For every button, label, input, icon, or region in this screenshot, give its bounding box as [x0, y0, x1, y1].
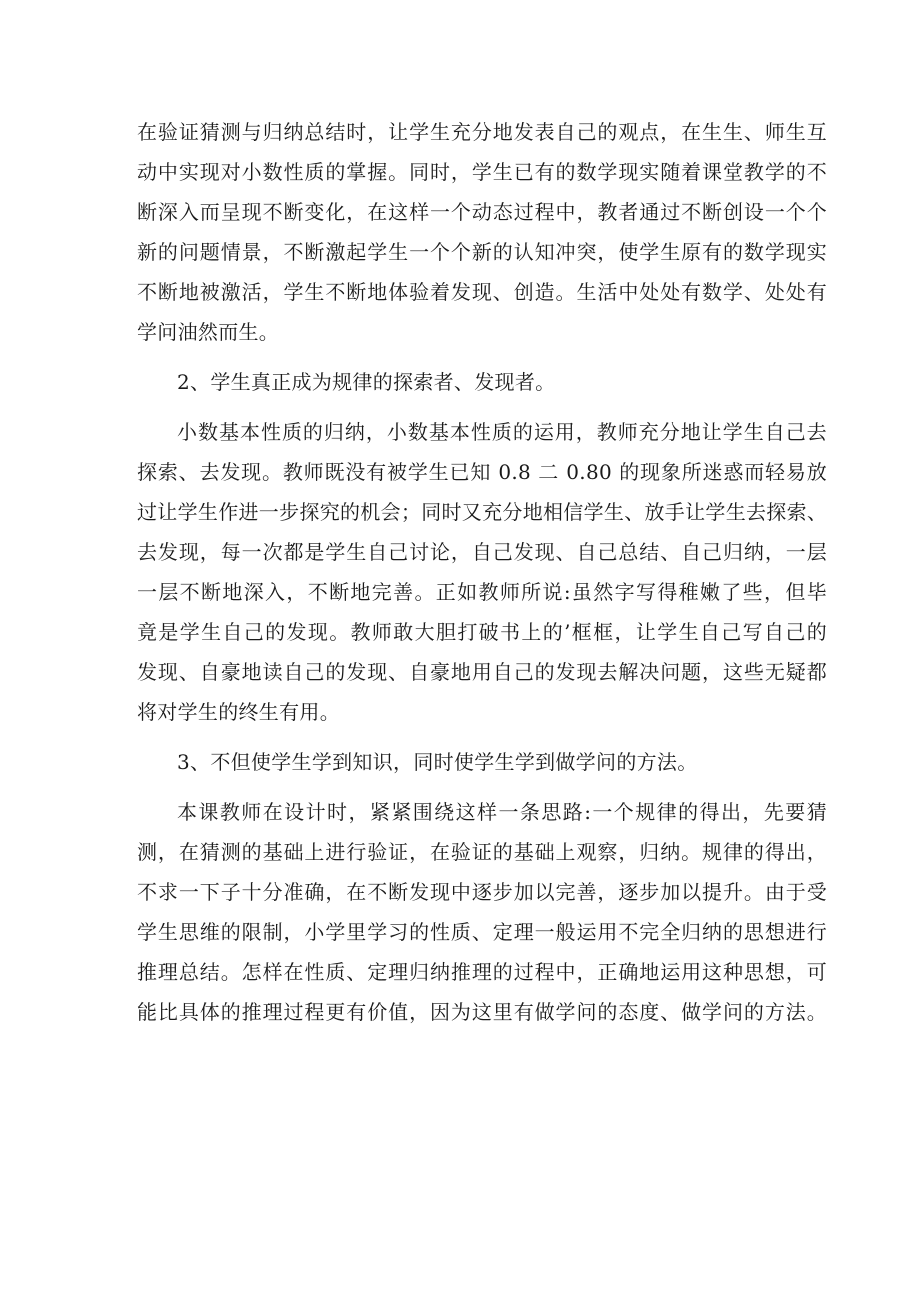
- text-line: 本课教师在设计时，紧紧围绕这样一条思路:一个规律的得出，先要猜: [177, 800, 827, 824]
- paragraph-1: [137, 112, 827, 352]
- text-line: 新的问题情景，不断激起学生一个个新的认知冲突，使学生原有的数学现实: [137, 240, 827, 264]
- text-line: 发现、自豪地读自己的发现、自豪地用自己的发现去解决问题，这些无疑都: [137, 660, 827, 684]
- text-line: 推理总结。怎样在性质、定理归纳推理的过程中，正确地运用这种思想，可: [137, 960, 827, 984]
- text-line: 学生思维的限制，小学里学习的性质、定理一般运用不完全归纳的思想进行: [137, 920, 827, 944]
- text-line: 探索、去发现。教师既没有被学生已知 0.8 二 0.80 的现象所迷惑而轻易放: [137, 460, 827, 484]
- heading-text: 3、不但使学生学到知识，同时使学生学到做学问的方法。: [177, 750, 698, 774]
- text-line: 不求一下子十分准确，在不断发现中逐步加以完善，逐步加以提升。由于受: [137, 880, 827, 904]
- text-line: 动中实现对小数性质的掌握。同时，学生已有的数学现实随着课堂教学的不: [137, 160, 827, 184]
- text-line: 测，在猜测的基础上进行验证，在验证的基础上观察，归纳。规律的得出，: [137, 840, 827, 864]
- section-heading-3: [137, 742, 827, 782]
- section-heading-2: [137, 362, 827, 402]
- text-line: 在验证猜测与归纳总结时，让学生充分地发表自己的观点，在生生、师生互: [137, 120, 827, 144]
- text-line: 去发现，每一次都是学生自己讨论，自己发现、自己总结、自己归纳，一层: [137, 540, 827, 564]
- text-line: 将对学生的终生有用。: [137, 700, 340, 724]
- text-line: 不断地被激活，学生不断地体验着发现、创造。生活中处处有数学、处处有: [137, 280, 827, 304]
- paragraph-2: [137, 412, 827, 732]
- text-line: 断深入而呈现不断变化，在这样一个动态过程中，教者通过不断创设一个个: [137, 200, 827, 224]
- text-line: 一层不断地深入，不断地完善。正如教师所说:虽然字写得稚嫩了些，但毕: [137, 580, 827, 604]
- paragraph-3: [137, 792, 827, 1032]
- document-body: [137, 112, 827, 1032]
- text-line: 小数基本性质的归纳，小数基本性质的运用，教师充分地让学生自己去: [177, 420, 827, 444]
- text-line: 过让学生作进一步探究的机会；同时又充分地相信学生、放手让学生去探索、: [137, 500, 828, 524]
- text-line: 学问油然而生。: [137, 320, 280, 344]
- text-line: 竟是学生自己的发现。教师敢大胆打破书上的’框框，让学生自己写自己的: [137, 620, 827, 644]
- heading-text: 2、学生真正成为规律的探索者、发现者。: [177, 370, 556, 394]
- text-line: 能比具体的推理过程更有价值，因为这里有做学问的态度、做学问的方法。: [137, 1000, 827, 1024]
